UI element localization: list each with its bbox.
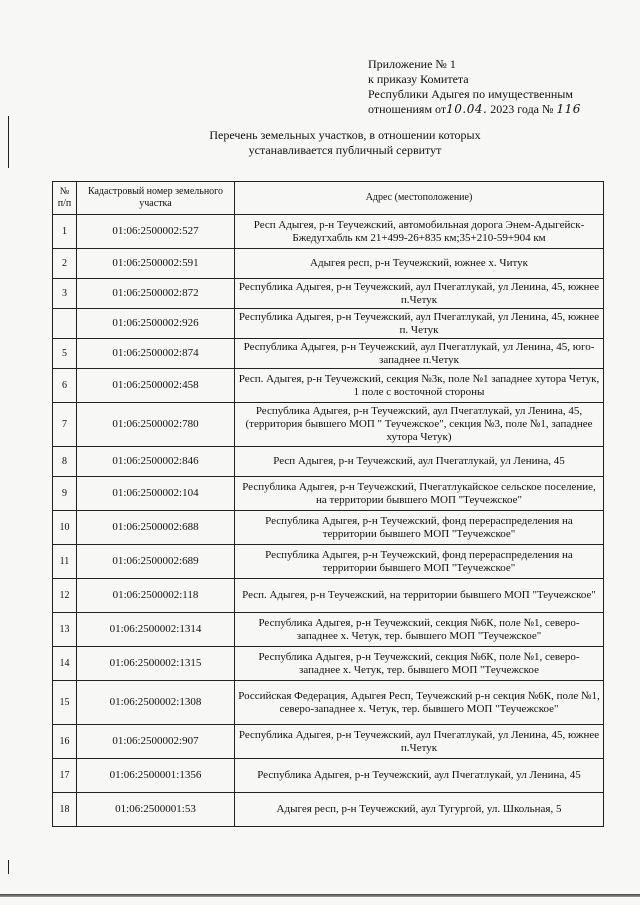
table-row <box>53 279 604 309</box>
row-number: 18 <box>53 793 77 827</box>
appendix-line: Приложение № 1 <box>368 57 456 71</box>
address-cell: Республика Адыгея, р-н Теучежский, фонд перераспределения на территории бывшего МОП "Теучежское" <box>235 511 604 545</box>
appendix-line: к приказу Комитета <box>368 72 469 86</box>
address-cell: Адыгея респ, р-н Теучежский, южнее х. Читук <box>235 249 604 279</box>
table-row <box>53 793 604 827</box>
address-cell: Республика Адыгея, р-н Теучежский, секция №6К, поле №1, северо-западнее х. Четук, тер. бывшего МОП "Теучежское" <box>235 613 604 647</box>
table-row <box>53 403 604 447</box>
address-cell: Адыгея респ, р-н Теучежский, аул Тугургой, ул. Школьная, 5 <box>235 793 604 827</box>
address-cell: Респ Адыгея, р-н Теучежский, аул Пчегатлукай, ул Ленина, 45 <box>235 447 604 477</box>
cadastral-number: 01:06:2500001:53 <box>77 793 235 827</box>
address-cell: Респ. Адыгея, р-н Теучежский, секция №3к, поле №1 западнее хутора Четук, 1 поле с восточной стороны <box>235 369 604 403</box>
document-title <box>180 128 510 158</box>
cadastral-number: 01:06:2500002:1314 <box>77 613 235 647</box>
cadastral-number: 01:06:2500002:1315 <box>77 647 235 681</box>
cadastral-number: 01:06:2500002:458 <box>77 369 235 403</box>
address-cell: Республика Адыгея, р-н Теучежский, аул Пчегатлукай, ул Ленина, 45, южнее п.Четук <box>235 279 604 309</box>
row-number: 12 <box>53 579 77 613</box>
row-number: 7 <box>53 403 77 447</box>
row-number: 14 <box>53 647 77 681</box>
cadastral-number: 01:06:2500002:688 <box>77 511 235 545</box>
cadastral-number: 01:06:2500001:1356 <box>77 759 235 793</box>
table-row <box>53 309 604 339</box>
row-number: 3 <box>53 279 77 309</box>
cadastral-number: 01:06:2500002:907 <box>77 725 235 759</box>
row-number: 9 <box>53 477 77 511</box>
table-row <box>53 215 604 249</box>
title-line: устанавливается публичный сервитут <box>248 143 442 157</box>
row-number: 5 <box>53 339 77 369</box>
row-number: 13 <box>53 613 77 647</box>
table-row <box>53 681 604 725</box>
table-header-row <box>53 182 604 215</box>
table-row <box>53 613 604 647</box>
header-address: Адрес (местоположение) <box>235 182 604 215</box>
left-margin-mark <box>8 860 9 874</box>
handwritten-date: 10.04. <box>446 102 488 116</box>
title-line: Перечень земельных участков, в отношении которых <box>209 128 481 142</box>
table-row <box>53 339 604 369</box>
row-number: 6 <box>53 369 77 403</box>
address-cell: Республика Адыгея, р-н Теучежский, аул Пчегатлукай, ул Ленина, 45, южнее п.Четук <box>235 725 604 759</box>
table-row <box>53 447 604 477</box>
row-number: 2 <box>53 249 77 279</box>
address-cell: Республика Адыгея, р-н Теучежский, Пчегатлукайское сельское поселение, на территории бывшего МОП "Теучежское" <box>235 477 604 511</box>
row-number <box>53 309 77 339</box>
table-row <box>53 759 604 793</box>
left-margin-mark <box>8 116 9 168</box>
cadastral-number: 01:06:2500002:874 <box>77 339 235 369</box>
appendix-year: 2023 года № <box>487 102 557 116</box>
address-cell: Республика Адыгея, р-н Теучежский, аул Пчегатлукай, ул Ленина, 45, южнее п. Четук <box>235 309 604 339</box>
table-row <box>53 647 604 681</box>
address-cell: Респ. Адыгея, р-н Теучежский, на территории бывшего МОП "Теучежское" <box>235 579 604 613</box>
header-number: № п/п <box>53 182 77 215</box>
address-cell: Республика Адыгея, р-н Теучежский, фонд перераспределения на территории бывшего МОП "Теучежское" <box>235 545 604 579</box>
cadastral-number: 01:06:2500002:591 <box>77 249 235 279</box>
row-number: 10 <box>53 511 77 545</box>
address-cell: Республика Адыгея, р-н Теучежский, аул Пчегатлукай, ул Ленина, 45 <box>235 759 604 793</box>
table-row <box>53 545 604 579</box>
land-plots-table <box>52 181 604 827</box>
address-cell: Республика Адыгея, р-н Теучежский, аул Пчегатлукай, ул Ленина, 45, (территория бывшего МОП " Теучежское", секция №3, поле №1, западнее хутора Четук) <box>235 403 604 447</box>
table-row <box>53 369 604 403</box>
table-row <box>53 579 604 613</box>
row-number: 16 <box>53 725 77 759</box>
cadastral-number: 01:06:2500002:1308 <box>77 681 235 725</box>
cadastral-number: 01:06:2500002:780 <box>77 403 235 447</box>
cadastral-number: 01:06:2500002:872 <box>77 279 235 309</box>
appendix-line: Республики Адыгея по имущественным <box>368 87 573 101</box>
table-row <box>53 249 604 279</box>
appendix-header <box>368 57 628 117</box>
row-number: 17 <box>53 759 77 793</box>
page-bottom-edge <box>0 894 640 897</box>
row-number: 15 <box>53 681 77 725</box>
cadastral-number: 01:06:2500002:846 <box>77 447 235 477</box>
address-cell: Российская Федерация, Адыгея Респ, Теучежский р-н секция №6К, поле №1, северо-западнее х. Четук, тер. бывшего МОП "Теучежское" <box>235 681 604 725</box>
table-row <box>53 725 604 759</box>
address-cell: Республика Адыгея, р-н Теучежский, секция №6К, поле №1, северо-западнее х. Четук, тер. бывшего МОП "Теучежское <box>235 647 604 681</box>
cadastral-number: 01:06:2500002:689 <box>77 545 235 579</box>
cadastral-number: 01:06:2500002:118 <box>77 579 235 613</box>
handwritten-number: 116 <box>556 102 581 116</box>
table-row <box>53 477 604 511</box>
cadastral-number: 01:06:2500002:527 <box>77 215 235 249</box>
address-cell: Республика Адыгея, р-н Теучежский, аул Пчегатлукай, ул Ленина, 45, юго-западнее п.Четук <box>235 339 604 369</box>
row-number: 1 <box>53 215 77 249</box>
appendix-date-prefix: отношениям от <box>368 102 447 116</box>
cadastral-number: 01:06:2500002:926 <box>77 309 235 339</box>
row-number: 11 <box>53 545 77 579</box>
table-row <box>53 511 604 545</box>
address-cell: Респ Адыгея, р-н Теучежский, автомобильная дорога Энем-Адыгейск-Бжедугхабль км 21+499-26+835 км;35+210-59+904 км <box>235 215 604 249</box>
appendix-date-line <box>368 102 628 117</box>
row-number: 8 <box>53 447 77 477</box>
cadastral-number: 01:06:2500002:104 <box>77 477 235 511</box>
header-cadastral: Кадастровый номер земельного участка <box>77 182 235 215</box>
